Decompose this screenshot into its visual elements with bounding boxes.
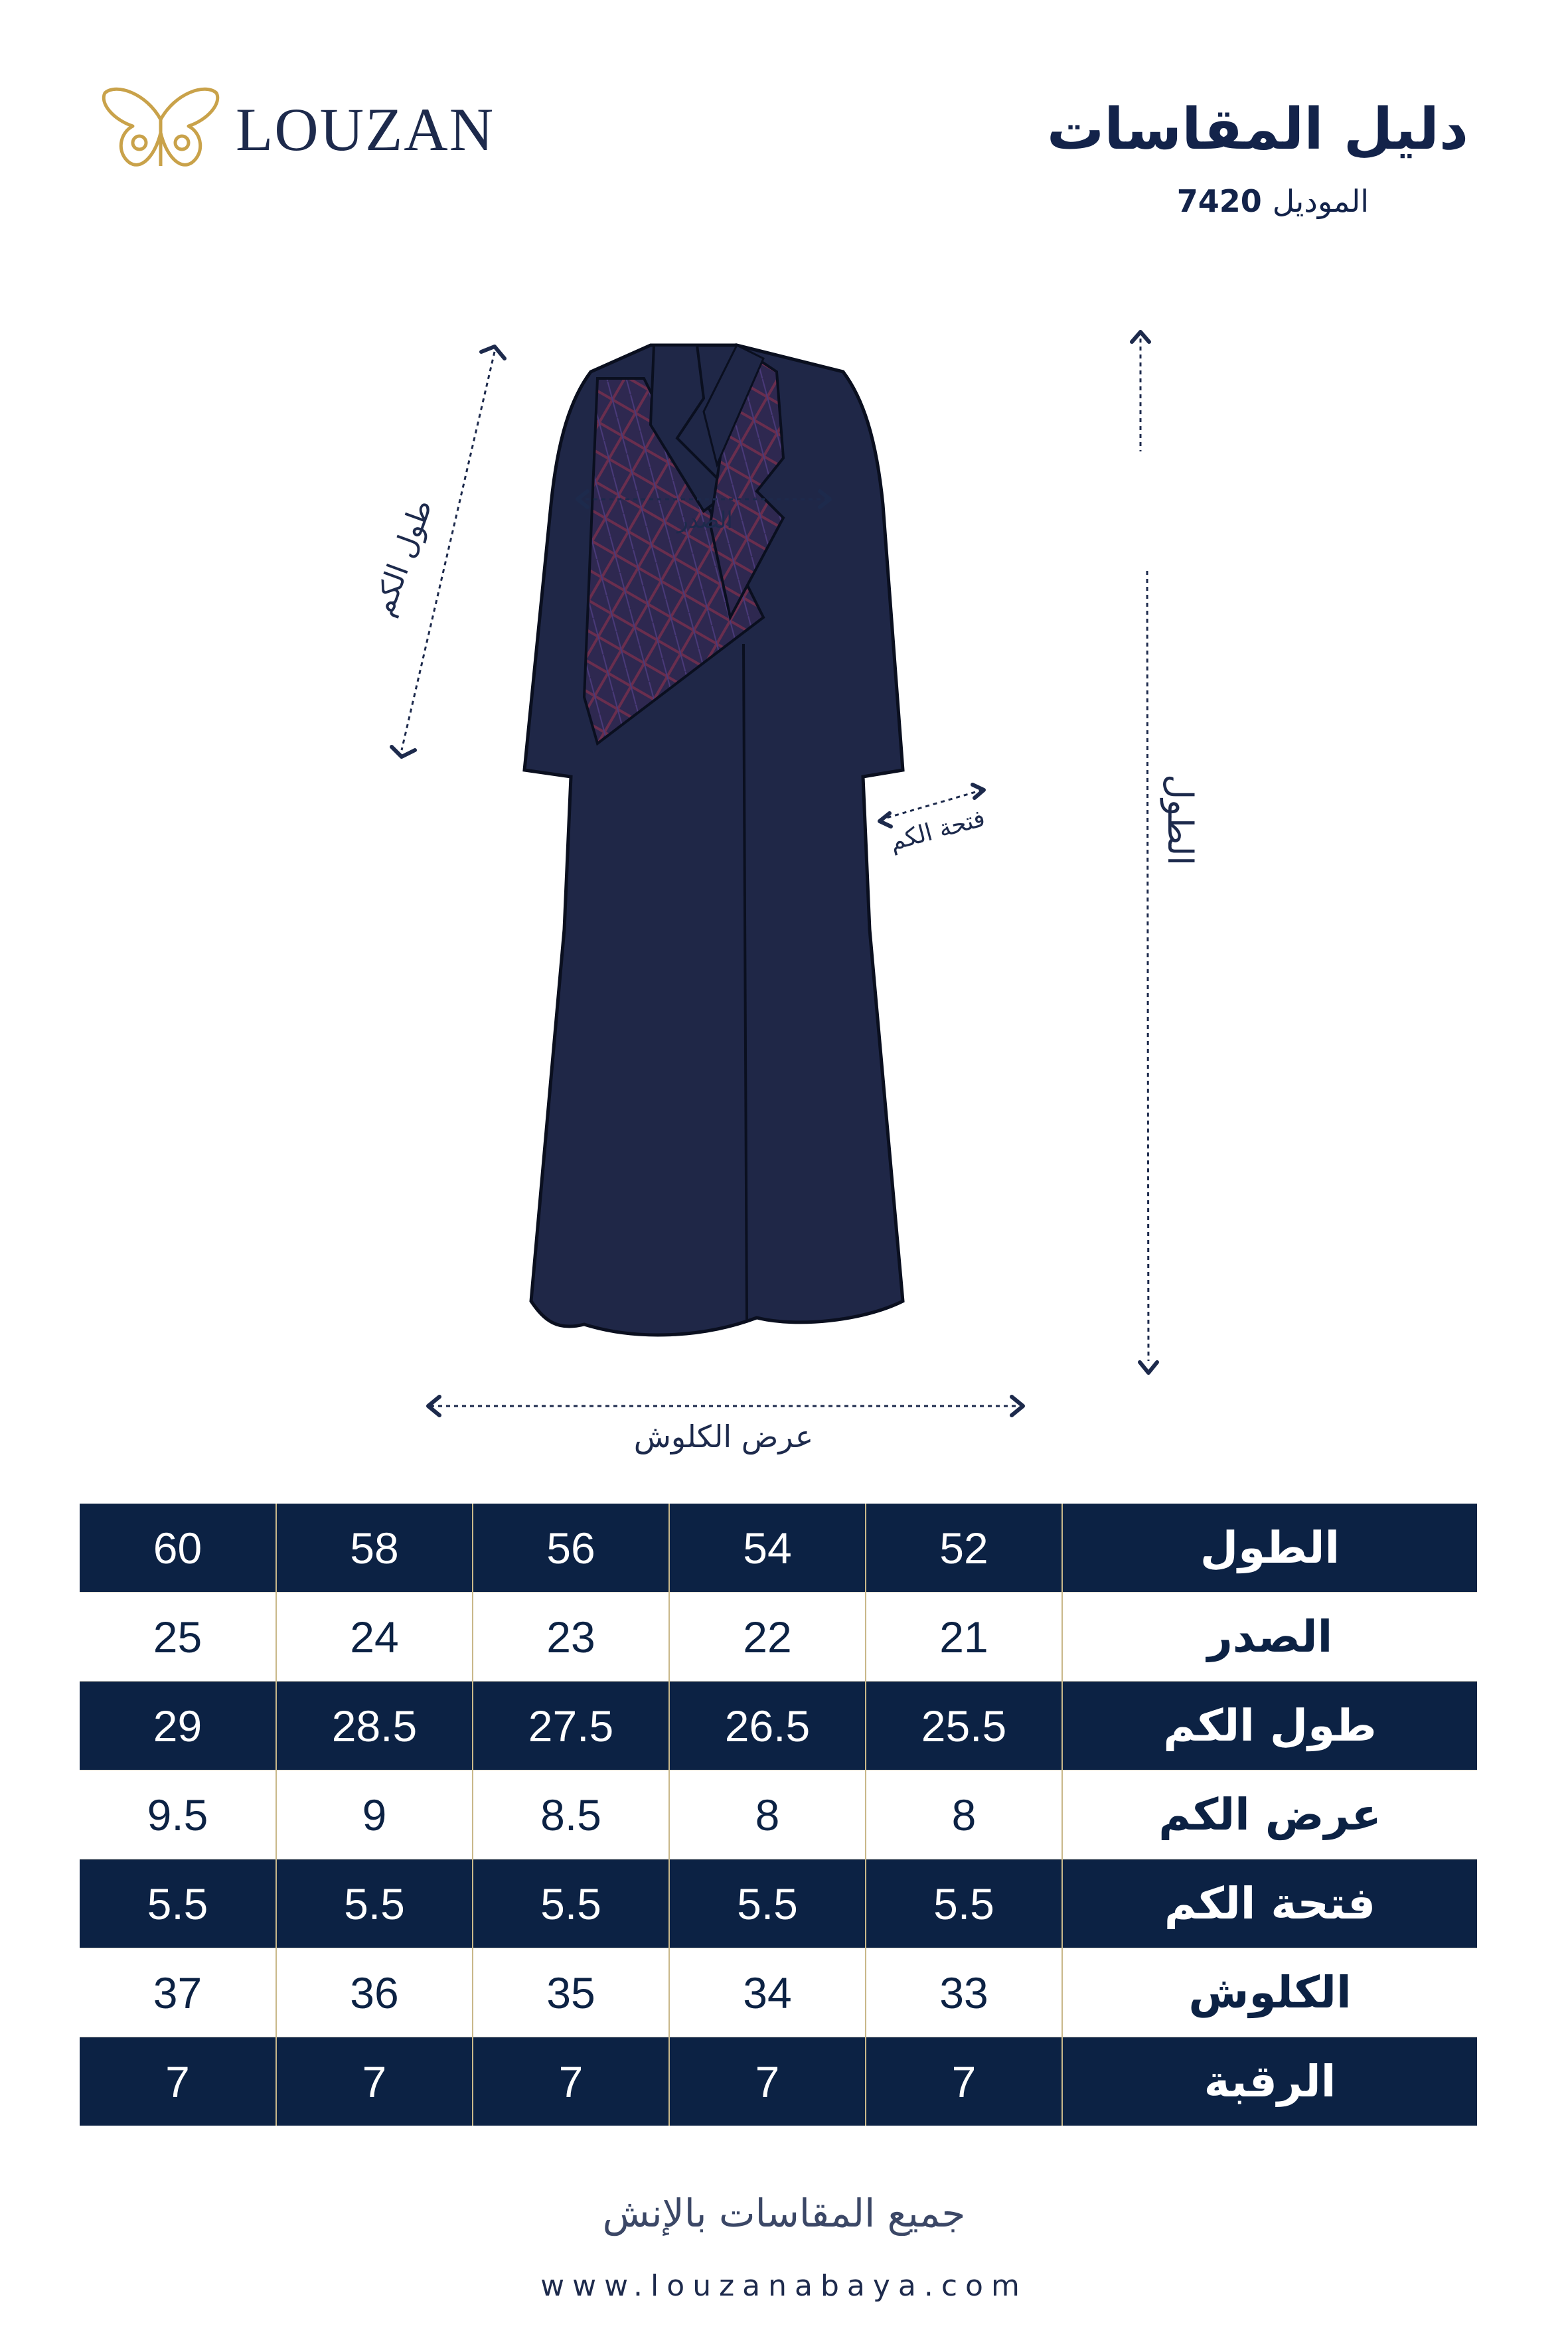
table-row-sleeve-length: [80, 1682, 1477, 1770]
table-cell: 23: [473, 1593, 669, 1682]
table-cell: 26.5: [669, 1682, 866, 1770]
sleeve-opening-label: فتحة الكم: [886, 805, 988, 856]
length-label: الطول: [1160, 774, 1200, 866]
table-cell: 7: [276, 2037, 473, 2126]
table-row-sleeve-opening: [80, 1859, 1477, 1948]
table-cell: 8: [866, 1770, 1062, 1859]
table-cell: 33: [866, 1948, 1062, 2037]
units-note: جميع المقاسات بالإنش: [602, 2191, 966, 2236]
row-label: عرض الكم: [1062, 1770, 1477, 1859]
table-cell: 5.5: [80, 1859, 276, 1948]
table-row-length: [80, 1504, 1477, 1593]
table-row-flare: [80, 1948, 1477, 2037]
chest-label: الصدر: [677, 507, 733, 534]
sleeve-opening-arrow-right-icon: [973, 785, 984, 798]
sleeve-opening-arrow-left-icon: [880, 813, 891, 826]
table-cell: 5.5: [866, 1859, 1062, 1948]
table-cell: 7: [866, 2037, 1062, 2126]
table-cell: 27.5: [473, 1682, 669, 1770]
table-cell: 5.5: [473, 1859, 669, 1948]
table-cell: 21: [866, 1593, 1062, 1682]
table-cell: 37: [80, 1948, 276, 2037]
table-cell: 60: [80, 1504, 276, 1593]
table-cell: 25.5: [866, 1682, 1062, 1770]
table-cell: 52: [866, 1504, 1062, 1593]
table-cell: 24: [276, 1593, 473, 1682]
sleeve-length-arrow-bottom-icon: [392, 747, 415, 757]
table-cell: 34: [669, 1948, 866, 2037]
abaya-garment: [524, 345, 903, 1335]
row-label: الكلوش: [1062, 1948, 1477, 2037]
row-label: طول الكم: [1062, 1682, 1477, 1770]
table-cell: 7: [669, 2037, 866, 2126]
brand-name: LOUZAN: [236, 96, 495, 163]
table-cell: 58: [276, 1504, 473, 1593]
table-cell: 9: [276, 1770, 473, 1859]
table-cell: 25: [80, 1593, 276, 1682]
length-arrow-bottom-icon: [1140, 1362, 1157, 1373]
table-cell: 5.5: [276, 1859, 473, 1948]
row-label: الرقبة: [1062, 2037, 1477, 2126]
table-cell: 56: [473, 1504, 669, 1593]
row-label: الصدر: [1062, 1593, 1477, 1682]
table-row-chest: [80, 1593, 1477, 1682]
sleeve-length-label: طول الكم: [366, 495, 439, 621]
table-cell: 7: [80, 2037, 276, 2126]
website-link[interactable]: www.louzanabaya.com: [540, 2269, 1028, 2303]
table-cell: 9.5: [80, 1770, 276, 1859]
table-cell: 8: [669, 1770, 866, 1859]
table-cell: 8.5: [473, 1770, 669, 1859]
row-label: الطول: [1062, 1504, 1477, 1593]
table-cell: 28.5: [276, 1682, 473, 1770]
table-cell: 54: [669, 1504, 866, 1593]
flare-width-label: عرض الكلوش: [633, 1419, 814, 1454]
sleeve-length-arrow-top-icon: [481, 347, 505, 358]
table-cell: 36: [276, 1948, 473, 2037]
table-cell: 5.5: [669, 1859, 866, 1948]
abaya-illustration: [0, 279, 1568, 1474]
table-cell: 7: [473, 2037, 669, 2126]
table-cell: 22: [669, 1593, 866, 1682]
row-label: فتحة الكم: [1062, 1859, 1477, 1948]
model-info: [1177, 183, 1369, 219]
table-cell: 35: [473, 1948, 669, 2037]
model-number: 7420: [1176, 183, 1262, 219]
table-row-sleeve-width: [80, 1770, 1477, 1859]
table-row-neck: [80, 2037, 1477, 2126]
page-title: دليل المقاسات: [1046, 96, 1468, 163]
model-label: الموديل: [1272, 183, 1369, 219]
size-table: [80, 1504, 1477, 2126]
butterfly-logo-icon: [100, 80, 222, 179]
brand-logo-block: [100, 80, 531, 179]
table-cell: 29: [80, 1682, 276, 1770]
